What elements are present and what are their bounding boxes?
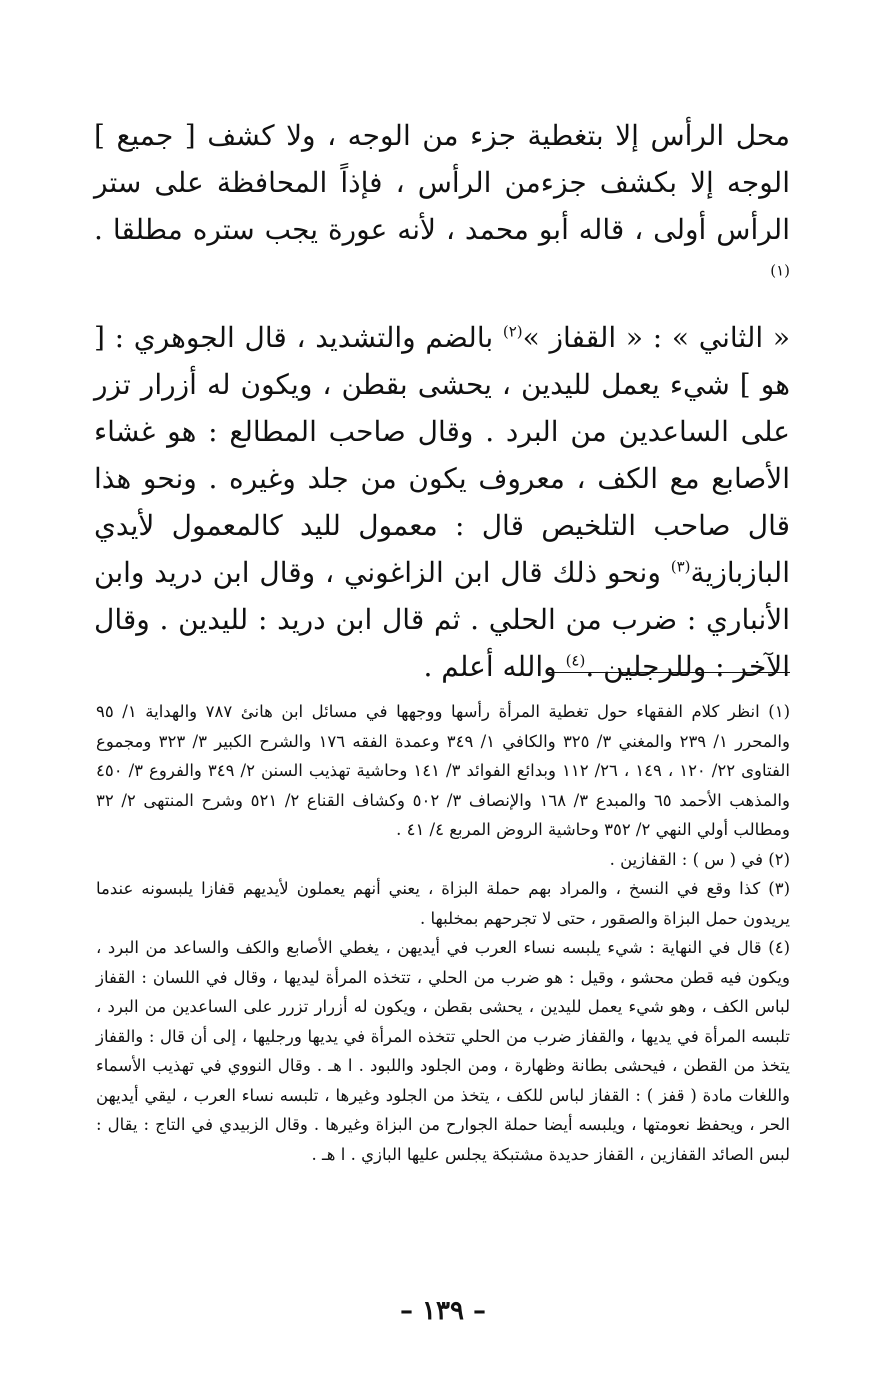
footnote: (١) انظر كلام الفقهاء حول تغطية المرأة رأسها ووجهها في مسائل ابن هانئ ٧٨٧ والهداية ١/ ٩٥ والمحرر ١/ ٢٣٩ والمغني ٣/ ٣٢٥ والكافي ١/ ٣٤٩ وعمدة الفقه ١٧٦ والشرح الكبير ٣/ ٣٢٣ ومجموع الفتاوى ٢٢/ ١٢٠ ، ١٤٩ ، ٢٦/ ١١٢ وبدائع الفوائد ٣/ ١٤١ وحاشية تهذيب السنن ٢/ ٣٤٩ والفروع ٣/ ٤٥٠ والمذهب الأحمد ٦٥ والمبدع ٣/ ١٦٨ والإنصاف ٣/ ٥٠٢ وكشاف القناع ٢/ ٥٢١ وشرح المنتهى ٢/ ٣٢ ومطالب أولي النهي ٢/ ٣٥٢ وحاشية الروض المربع ٤/ ٤١ . bbox=[96, 702, 791, 839]
main-paragraph bbox=[94, 314, 790, 690]
paragraph-text: محل الرأس إلا بتغطية جزء من الوجه ، ولا كشف [ جميع ] الوجه إلا بكشف جزءمن الرأس ، فإذاً المحافظة على ستر الرأس أولى ، قاله أبو محمد ، لأنه عورة يجب ستره مطلقا . bbox=[94, 119, 790, 246]
main-paragraph bbox=[94, 112, 790, 300]
footnote-ref: (٣) bbox=[670, 557, 691, 576]
page-number: – ١٣٩ – bbox=[399, 1296, 487, 1326]
footnote: (٣) كذا وقع في النسخ ، والمراد بهم حملة البزاة ، يعني أنهم يعملون لأيديهم قفازا يلبسونه عندما يريدون حمل البزاة والصقور ، حتى لا تجرحهم بمخلبها . bbox=[96, 879, 790, 928]
footnote-ref: (٤) bbox=[565, 651, 586, 670]
paragraph-text: ونحو ذلك قال ابن الزاغوني ، وقال ابن دريد وابن الأنباري : ضرب من الحلي . ثم قال ابن دريد : لليدين . وقال الآخر : وللرجلين . bbox=[94, 556, 790, 683]
paragraph-text: « الثاني » : « القفاز » bbox=[522, 321, 790, 354]
footnote-ref: (٢) bbox=[502, 322, 523, 341]
footnote: (٢) في ( س ) : القفازين . bbox=[609, 849, 790, 869]
paragraph-text: والله أعلم . bbox=[423, 650, 566, 683]
footnote: (٤) قال في النهاية : شيء يلبسه نساء العرب في أيديهن ، يغطي الأصابع والكف والساعد من البرد ، ويكون فيه قطن محشو ، وقيل : هو ضرب من الحلي ، تتخذه المرأة ليديها ، وقال في اللسان : القفاز لباس الكف ، وهو شيء يعمل لليدين ، يحشى بقطن ، ويكون له أزرار تزرر على الساعدين من البرد ، تلبسه المرأة في يديها ، والقفاز ضرب من الحلي تتخذه المرأة في يديها ورجليها ، إلى أن قال : والقفاز يتخذ من القطن ، فيحشى بطانة وظهارة ، ومن الجلود واللبود . ا هـ . وقال النووي في تهذيب الأسماء واللغات مادة ( قفز ) : القفاز لباس للكف ، يتخذ من الجلود وغيرها ، تلبسه نساء العرب ، ليقي أيديهن الحر ، ويحفظ نعومتها ، ويلبسه أيضا حملة الجوارح من البزاة وغيرها . وقال الزبيدي في التاج : يقال : لبس الصائد القفازين ، القفاز حديدة مشتبكة يجلس عليها البازي . ا هـ . bbox=[96, 938, 790, 1164]
footnotes bbox=[96, 697, 790, 1169]
paragraph-text: بالضم والتشديد ، قال الجوهري : [ هو ] شيء يعمل لليدين ، يحشى بقطن ، ويكون له أزرار تزر على الساعدين من البرد . وقال صاحب المطالع : هو غشاء الأصابع مع الكف ، معروف يكون من جلد وغيره . ونحو هذا قال صاحب التلخيص قال : معمول لليد كالمعمول لأيدي البازبازية bbox=[94, 321, 790, 589]
footnote-ref: (١) bbox=[770, 261, 790, 280]
main-text bbox=[94, 112, 790, 690]
footnote-separator bbox=[546, 672, 790, 673]
